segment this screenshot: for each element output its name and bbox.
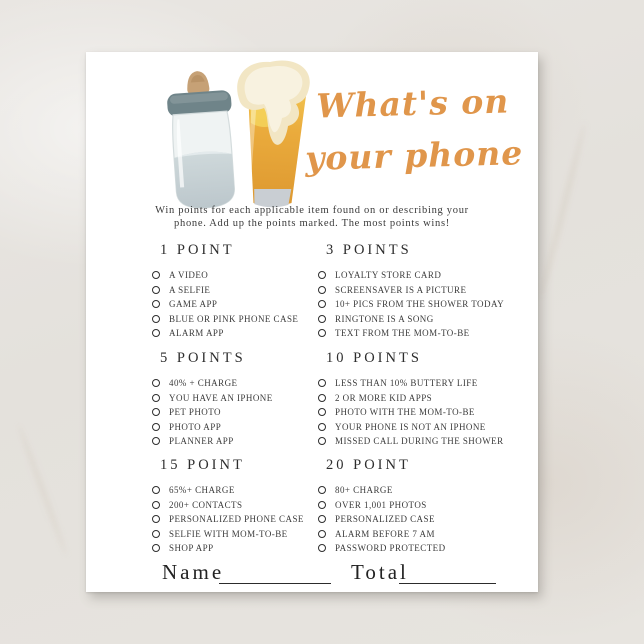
list-item xyxy=(318,527,536,542)
list-item xyxy=(318,391,536,406)
list-item xyxy=(152,483,320,498)
list-item xyxy=(318,326,536,341)
checkbox-circle[interactable] xyxy=(152,501,160,509)
instructions xyxy=(116,204,508,230)
list-item xyxy=(318,434,536,449)
card-title-line2: your phone xyxy=(304,133,524,178)
item-label: GAME APP xyxy=(169,299,218,310)
marble-vein xyxy=(16,423,69,556)
checkbox-circle[interactable] xyxy=(318,394,326,402)
list-item xyxy=(152,498,320,513)
checkbox-circle[interactable] xyxy=(318,437,326,445)
section-header: 15 POINT xyxy=(160,457,245,473)
item-label: SHOP APP xyxy=(169,543,214,554)
item-label: YOU HAVE AN IPHONE xyxy=(169,392,273,403)
total-blank-line[interactable] xyxy=(399,560,496,584)
checkbox-circle[interactable] xyxy=(152,286,160,294)
item-label: A VIDEO xyxy=(169,270,209,281)
baby-bottle xyxy=(165,69,238,210)
section-5-points xyxy=(152,350,320,449)
item-label: PERSONALIZED PHONE CASE xyxy=(169,514,304,525)
list-item xyxy=(152,326,320,341)
section-header: 20 POINT xyxy=(326,457,411,473)
checkbox-circle[interactable] xyxy=(152,544,160,552)
checkbox-circle[interactable] xyxy=(318,329,326,337)
checkbox-circle[interactable] xyxy=(318,271,326,279)
item-label: A SELFIE xyxy=(169,284,211,295)
list-item xyxy=(318,498,536,513)
name-label: Name xyxy=(162,560,225,584)
checkbox-circle[interactable] xyxy=(318,300,326,308)
checkbox-circle[interactable] xyxy=(318,530,326,538)
item-label: ALARM BEFORE 7 AM xyxy=(335,528,435,539)
checkbox-circle[interactable] xyxy=(318,379,326,387)
card-title-line1: What's on xyxy=(315,81,510,126)
total-label: Total xyxy=(351,560,409,584)
checkbox-circle[interactable] xyxy=(152,271,160,279)
item-label: TEXT FROM THE MOM-TO-BE xyxy=(335,328,470,339)
instructions-line1: Win points for each applicable item found on or describing your xyxy=(155,205,469,216)
item-label: PLANNER APP xyxy=(169,436,234,447)
checkbox-circle[interactable] xyxy=(318,315,326,323)
checkbox-circle[interactable] xyxy=(152,515,160,523)
item-label: 65%+ CHARGE xyxy=(169,485,235,496)
item-label: 10+ PICS FROM THE SHOWER TODAY xyxy=(335,299,505,310)
list-item xyxy=(318,512,536,527)
item-label: PHOTO WITH THE MOM-TO-BE xyxy=(335,407,475,418)
checkbox-circle[interactable] xyxy=(318,544,326,552)
checkbox-circle[interactable] xyxy=(152,437,160,445)
item-label: 40% + CHARGE xyxy=(169,378,238,389)
list-item xyxy=(152,527,320,542)
card-title xyxy=(290,75,538,185)
list-item xyxy=(318,268,536,283)
checkbox-circle[interactable] xyxy=(152,530,160,538)
checkbox-circle[interactable] xyxy=(152,486,160,494)
item-label: 200+ CONTACTS xyxy=(169,499,243,510)
checkbox-circle[interactable] xyxy=(318,486,326,494)
name-blank-line[interactable] xyxy=(219,560,331,584)
item-label: LESS THAN 10% BUTTERY LIFE xyxy=(335,378,478,389)
checkbox-circle[interactable] xyxy=(152,423,160,431)
section-header: 5 POINTS xyxy=(160,350,246,366)
checkbox-circle[interactable] xyxy=(152,329,160,337)
list-item xyxy=(152,512,320,527)
list-item xyxy=(152,391,320,406)
list-item xyxy=(152,541,320,556)
item-label: PASSWORD PROTECTED xyxy=(335,543,446,554)
checkbox-circle[interactable] xyxy=(318,408,326,416)
list-item xyxy=(152,283,320,298)
checkbox-circle[interactable] xyxy=(152,379,160,387)
item-label: PET PHOTO xyxy=(169,407,221,418)
item-label: 2 OR MORE KID APPS xyxy=(335,392,433,403)
footer xyxy=(86,560,538,590)
checkbox-circle[interactable] xyxy=(152,300,160,308)
list-item xyxy=(152,312,320,327)
list-item xyxy=(318,376,536,391)
item-label: BLUE OR PINK PHONE CASE xyxy=(169,313,299,324)
list-item xyxy=(152,376,320,391)
list-item xyxy=(318,420,536,435)
checkbox-circle[interactable] xyxy=(318,515,326,523)
list-item xyxy=(152,420,320,435)
checkbox-circle[interactable] xyxy=(318,501,326,509)
list-item xyxy=(318,483,536,498)
item-label: PERSONALIZED CASE xyxy=(335,514,435,525)
checkbox-circle[interactable] xyxy=(318,286,326,294)
list-item xyxy=(318,541,536,556)
checkbox-circle[interactable] xyxy=(152,315,160,323)
item-label: SCREENSAVER IS A PICTURE xyxy=(335,284,467,295)
section-15-point xyxy=(152,457,320,556)
section-header: 10 POINTS xyxy=(326,350,422,366)
game-card xyxy=(86,52,538,592)
section-3-points xyxy=(318,242,536,341)
item-label: SELFIE WITH MOM-TO-BE xyxy=(169,528,288,539)
item-label: ALARM APP xyxy=(169,328,224,339)
item-label: LOYALTY STORE CARD xyxy=(335,270,442,281)
list-item xyxy=(318,297,536,312)
item-label: RINGTONE IS A SONG xyxy=(335,313,434,324)
section-10-points xyxy=(318,350,536,449)
checkbox-circle[interactable] xyxy=(318,423,326,431)
checkbox-circle[interactable] xyxy=(152,408,160,416)
item-label: MISSED CALL DURING THE SHOWER xyxy=(335,436,504,447)
list-item xyxy=(152,405,320,420)
section-header: 1 POINT xyxy=(160,242,235,258)
section-header: 3 POINTS xyxy=(326,242,412,258)
list-item xyxy=(318,312,536,327)
item-label: PHOTO APP xyxy=(169,421,222,432)
list-item xyxy=(152,297,320,312)
list-item xyxy=(152,268,320,283)
list-item xyxy=(318,283,536,298)
item-label: YOUR PHONE IS NOT AN IPHONE xyxy=(335,421,486,432)
checkbox-circle[interactable] xyxy=(152,394,160,402)
section-20-point xyxy=(318,457,536,556)
instructions-line2: phone. Add up the points marked. The most points wins! xyxy=(174,218,450,229)
section-1-point xyxy=(152,242,320,341)
list-item xyxy=(152,434,320,449)
item-label: 80+ CHARGE xyxy=(335,485,393,496)
marble-vein xyxy=(538,122,587,298)
list-item xyxy=(318,405,536,420)
item-label: OVER 1,001 PHOTOS xyxy=(335,499,427,510)
